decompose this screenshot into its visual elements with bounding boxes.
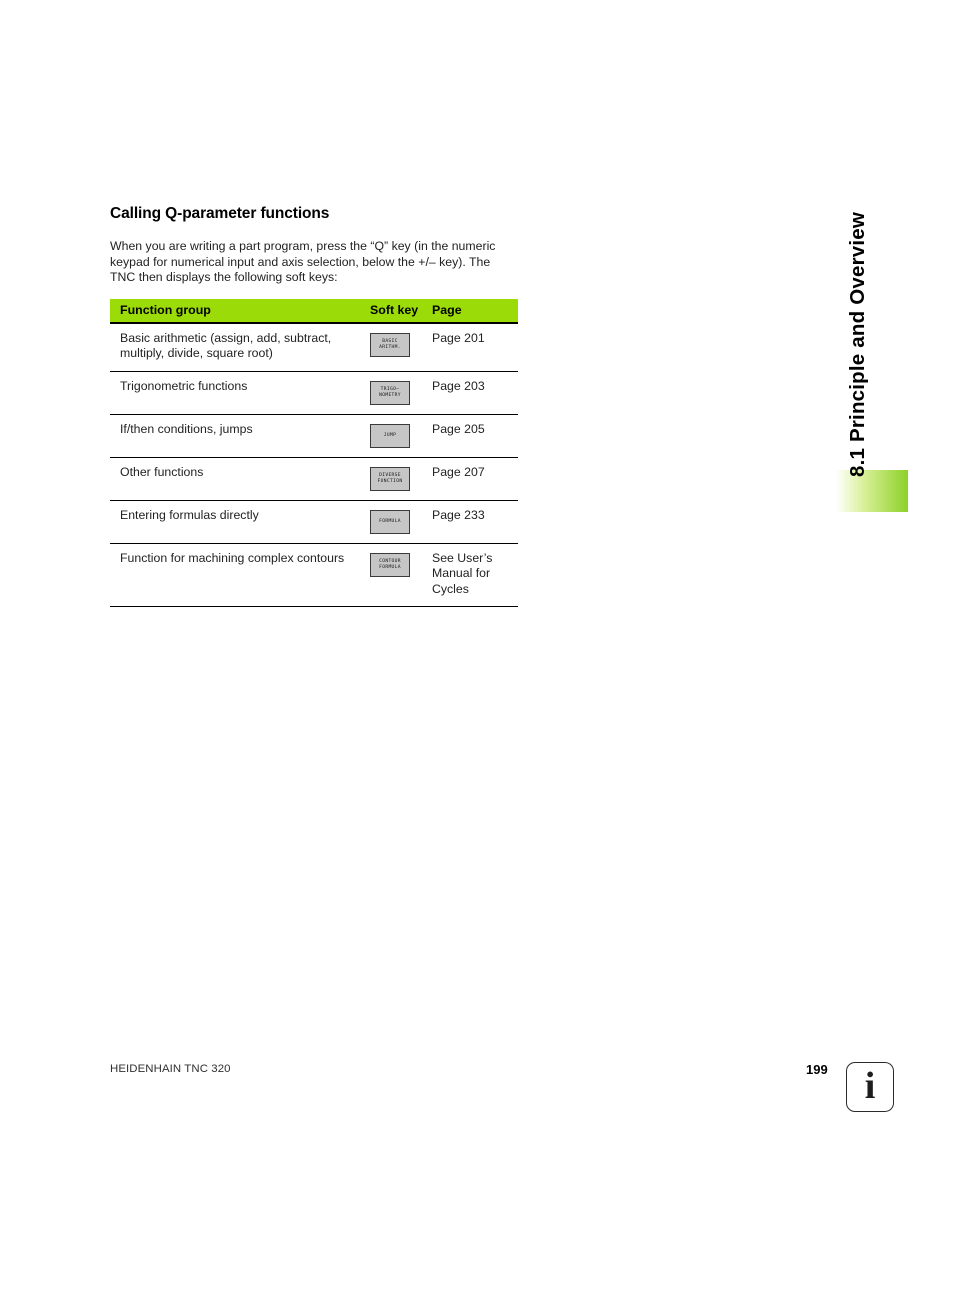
softkey-label-line2: FORMULA bbox=[379, 565, 401, 571]
softkey-label-line1: TRIGO– bbox=[380, 386, 400, 392]
softkey-formula-icon[interactable] bbox=[370, 510, 410, 534]
table-body bbox=[110, 323, 518, 607]
softkey-label-line2: NOMETRY bbox=[379, 392, 401, 398]
cell-page-reference[interactable]: Page 201 bbox=[432, 323, 518, 371]
softkey-trigonometry-icon[interactable] bbox=[370, 381, 410, 405]
softkey-jump-icon[interactable] bbox=[370, 424, 410, 448]
softkey-label-line1: FORMULA bbox=[379, 518, 401, 524]
cell-function-group: If/then conditions, jumps bbox=[110, 414, 370, 457]
cell-soft-key bbox=[370, 323, 432, 371]
softkey-label-line1: CONTOUR bbox=[379, 559, 401, 564]
cell-soft-key bbox=[370, 414, 432, 457]
page-title: Calling Q-parameter functions bbox=[110, 205, 330, 222]
cell-function-group: Trigonometric functions bbox=[110, 371, 370, 414]
cell-soft-key bbox=[370, 501, 432, 544]
page-content bbox=[110, 205, 510, 607]
table-row bbox=[110, 323, 518, 371]
cell-page-reference: See User’s Manual for Cycles bbox=[432, 544, 518, 607]
cell-function-group: Entering formulas directly bbox=[110, 501, 370, 544]
softkey-label-line2: ARITHM. bbox=[379, 344, 401, 350]
table-row bbox=[110, 544, 518, 607]
cell-page-reference[interactable]: Page 207 bbox=[432, 457, 518, 500]
softkey-label-line1: BASIC bbox=[382, 338, 398, 344]
cell-soft-key bbox=[370, 544, 432, 607]
column-header-page: Page bbox=[432, 299, 518, 323]
cell-function-group: Other functions bbox=[110, 457, 370, 500]
softkey-contour-formula-icon[interactable] bbox=[370, 553, 410, 577]
table-row bbox=[110, 501, 518, 544]
cell-soft-key bbox=[370, 371, 432, 414]
softkey-label-line1: DIVERSE bbox=[379, 472, 401, 478]
softkey-basic-arithm-icon[interactable] bbox=[370, 333, 410, 357]
cell-page-reference[interactable]: Page 203 bbox=[432, 371, 518, 414]
table-row bbox=[110, 414, 518, 457]
cell-soft-key bbox=[370, 457, 432, 500]
softkey-label-line2: FUNCTION bbox=[377, 479, 403, 484]
cell-function-group: Basic arithmetic (assign, add, subtract, multiply, divide, square root) bbox=[110, 323, 370, 371]
cell-page-reference[interactable]: Page 205 bbox=[432, 414, 518, 457]
column-header-soft-key: Soft key bbox=[370, 299, 432, 323]
chapter-tab-marker bbox=[836, 470, 908, 512]
intro-paragraph: When you are writing a part program, press the “Q” key (in the numeric keypad for numerical input and axis selection, below the +/– key). The TNC then displays the following soft keys: bbox=[110, 239, 496, 285]
cell-page-reference[interactable]: Page 233 bbox=[432, 501, 518, 544]
info-icon bbox=[846, 1062, 894, 1112]
table-header bbox=[110, 299, 518, 323]
footer-product-name: HEIDENHAIN TNC 320 bbox=[110, 1063, 231, 1075]
cell-function-group: Function for machining complex contours bbox=[110, 544, 370, 607]
softkey-label-line1: JUMP bbox=[383, 432, 397, 438]
function-group-table bbox=[110, 299, 518, 607]
softkey-diverse-function-icon[interactable] bbox=[370, 467, 410, 491]
footer-page-number: 199 bbox=[806, 1062, 828, 1077]
table-row bbox=[110, 457, 518, 500]
chapter-title: 8.1 Principle and Overview bbox=[846, 212, 869, 477]
column-header-function-group: Function group bbox=[110, 299, 370, 323]
info-icon-glyph: i bbox=[864, 1065, 876, 1107]
table-header-row bbox=[110, 299, 518, 323]
table-row bbox=[110, 371, 518, 414]
